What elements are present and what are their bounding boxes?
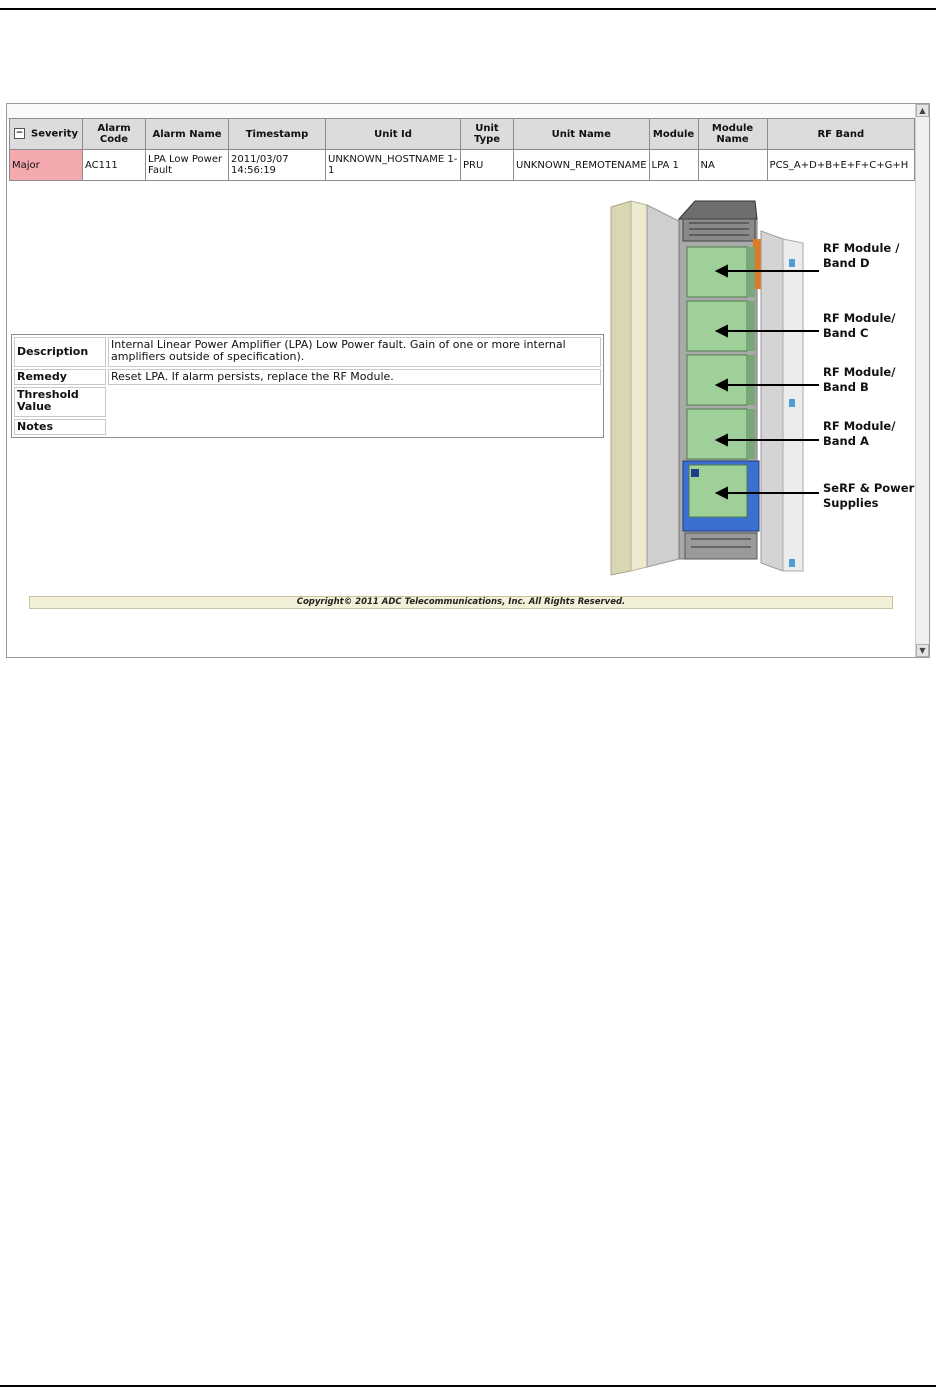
- alarm-table: [9, 118, 915, 181]
- cell-module: LPA 1: [649, 150, 698, 181]
- callout-serf-power: SeRF & Power Supplies: [823, 481, 915, 510]
- callout-band-b: RF Module/ Band B: [823, 365, 896, 394]
- remedy-value: Reset LPA. If alarm persists, replace the RF Module.: [108, 369, 601, 385]
- table-row[interactable]: [10, 150, 915, 181]
- scroll-up-button[interactable]: ▲: [916, 104, 929, 117]
- rf-module-band-a: [687, 409, 755, 459]
- column-header-module[interactable]: Module: [649, 119, 698, 150]
- cell-module-name: NA: [698, 150, 767, 181]
- cabinet-diagram: [607, 199, 927, 583]
- alarm-detail-window: [6, 103, 930, 658]
- threshold-value: [108, 387, 601, 417]
- column-header-alarm-name[interactable]: Alarm Name: [146, 119, 229, 150]
- notes-value: [108, 419, 601, 435]
- copyright-bar: Copyright© 2011 ADC Telecommunications, Inc. All Rights Reserved.: [29, 596, 893, 609]
- cell-unit-type: PRU: [461, 150, 514, 181]
- remedy-label: Remedy: [14, 369, 106, 385]
- callout-band-a: RF Module/ Band A: [823, 419, 896, 448]
- column-header-unit-id[interactable]: Unit Id: [326, 119, 461, 150]
- alarm-details-panel: [11, 334, 604, 438]
- callout-band-c: RF Module/ Band C: [823, 311, 896, 340]
- rf-module-band-c: [687, 301, 755, 351]
- cell-timestamp: 2011/03/07 14:56:19: [229, 150, 326, 181]
- cell-rf-band: PCS_A+D+B+E+F+C+G+H: [767, 150, 914, 181]
- column-header-rf-band[interactable]: RF Band: [767, 119, 914, 150]
- description-value: Internal Linear Power Amplifier (LPA) Low Power fault. Gain of one or more internal amplifiers outside of specification).: [108, 337, 601, 367]
- column-header-unit-name[interactable]: Unit Name: [514, 119, 650, 150]
- scroll-down-button[interactable]: ▼: [916, 644, 929, 657]
- details-row-description: [14, 337, 601, 367]
- column-header-severity[interactable]: − Severity: [10, 119, 83, 150]
- cell-alarm-code: AC111: [83, 150, 146, 181]
- column-header-unit-type[interactable]: Unit Type: [461, 119, 514, 150]
- collapse-icon[interactable]: −: [15, 128, 24, 139]
- cell-severity: Major: [10, 150, 83, 181]
- page-top-rule: [0, 8, 936, 10]
- details-row-remedy: [14, 369, 601, 385]
- threshold-label: Threshold Value: [14, 387, 106, 417]
- page-bottom-rule: [0, 1385, 936, 1387]
- details-row-threshold: [14, 387, 601, 417]
- details-row-notes: [14, 419, 601, 435]
- cell-alarm-name: LPA Low Power Fault: [146, 150, 229, 181]
- cell-unit-id: UNKNOWN_HOSTNAME 1-1: [326, 150, 461, 181]
- column-header-module-name[interactable]: Module Name: [698, 119, 767, 150]
- description-label: Description: [14, 337, 106, 367]
- column-header-timestamp[interactable]: Timestamp: [229, 119, 326, 150]
- rf-module-band-b: [687, 355, 755, 405]
- column-header-alarm-code[interactable]: Alarm Code: [83, 119, 146, 150]
- cell-unit-name: UNKNOWN_REMOTENAME: [514, 150, 650, 181]
- alarm-table-header: [10, 119, 915, 150]
- callout-band-d: RF Module / Band D: [823, 241, 900, 270]
- window-top-strip: [7, 104, 915, 119]
- notes-label: Notes: [14, 419, 106, 435]
